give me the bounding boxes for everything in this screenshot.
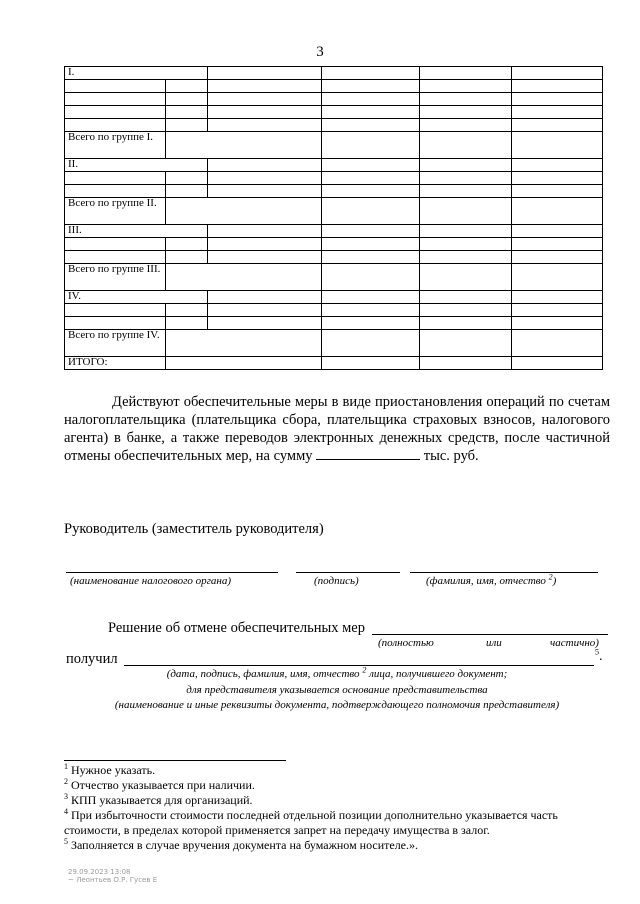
receiver-note-3: (наименование и иные реквизиты документа, подтверждающего полномочия представителя) bbox=[114, 699, 560, 711]
footnotes bbox=[64, 763, 610, 853]
group-4-label: IV. bbox=[65, 291, 208, 304]
table-row bbox=[65, 304, 603, 317]
option-or: или bbox=[486, 637, 502, 649]
table-row bbox=[65, 172, 603, 185]
table-row bbox=[65, 159, 603, 172]
amount-blank-field bbox=[316, 447, 420, 460]
grand-total-label: ИТОГО: bbox=[65, 357, 166, 370]
group-3-total: Всего по группе III. bbox=[65, 264, 166, 291]
group-2-total: Всего по группе II. bbox=[65, 198, 166, 225]
footnote: $^3$ КПП указывается для организаций. bbox=[64, 792, 253, 807]
table-row bbox=[65, 132, 603, 159]
group-2-label: II. bbox=[65, 159, 208, 172]
table-row bbox=[65, 106, 603, 119]
table-row bbox=[65, 291, 603, 304]
table-row bbox=[65, 185, 603, 198]
footnote-separator bbox=[64, 760, 286, 761]
table-row bbox=[65, 67, 603, 80]
table-row bbox=[65, 80, 603, 93]
table-row bbox=[65, 330, 603, 357]
table-row bbox=[65, 317, 603, 330]
option-partial: частично) bbox=[550, 637, 599, 649]
table-row bbox=[65, 198, 603, 225]
received-footnote-mark: $^5$. bbox=[595, 647, 603, 664]
table-row bbox=[65, 357, 603, 370]
group-3-label: III. bbox=[65, 225, 208, 238]
receiver-note-1: (дата, подпись, фамилия, имя, отчество $^2$ лица, получившего документ; bbox=[166, 665, 508, 680]
org-name-line bbox=[66, 572, 278, 573]
table-row bbox=[65, 251, 603, 264]
caption-full-name: (фамилия, имя, отчество $^2$) bbox=[426, 572, 557, 587]
security-measures-paragraph bbox=[64, 393, 610, 465]
received-label: получил bbox=[66, 651, 118, 667]
print-stamp: 29.09.2023 13:08 ~ Леонтьев О.Р. Гусев Е bbox=[68, 868, 158, 884]
caption-org: (наименование налогового органа) bbox=[70, 575, 232, 587]
table-row bbox=[65, 119, 603, 132]
footnote: $^2$ Отчество указывается при наличии. bbox=[64, 777, 255, 792]
table-row bbox=[65, 93, 603, 106]
caption-signature: (подпись) bbox=[314, 575, 359, 587]
footnote: $^4$ При избыточности стоимости последней отдельной позиции дополнительно указывается часть стоимости, в пределах которой применяется запрет на передачу имущества в залог. bbox=[64, 807, 558, 837]
paragraph-unit: тыс. руб. bbox=[423, 448, 479, 464]
decision-label: Решение об отмене обеспечительных мер bbox=[108, 620, 365, 636]
signatory-heading: Руководитель (заместитель руководителя) bbox=[64, 521, 324, 537]
receiver-line bbox=[124, 665, 594, 666]
paragraph-text: Действуют обеспечительные меры в виде приостановления операций по счетам налогоплательщика (плательщика сбора, плательщика страховых взносов, налогового агента) в банке, а также переводов электронных денежных средств, после частичной отмены обеспечительных мер, на сумму bbox=[64, 394, 610, 464]
assets-table bbox=[64, 66, 603, 370]
table-row bbox=[65, 225, 603, 238]
footnote: $^5$ Заполняется в случае вручения документа на бумажном носителе.». bbox=[64, 837, 419, 852]
footnote: $^1$ Нужное указать. bbox=[64, 762, 156, 777]
page-number: 3 bbox=[316, 44, 324, 60]
full-name-line bbox=[410, 572, 598, 573]
group-1-label: I. bbox=[65, 67, 208, 80]
group-1-total: Всего по группе I. bbox=[65, 132, 166, 159]
signature-line bbox=[296, 572, 400, 573]
option-full: (полностью bbox=[378, 637, 434, 649]
decision-line bbox=[372, 634, 608, 635]
table-row bbox=[65, 264, 603, 291]
table-row bbox=[65, 238, 603, 251]
receiver-note-2: для представителя указывается основание представительства bbox=[186, 684, 488, 696]
group-4-total: Всего по группе IV. bbox=[65, 330, 166, 357]
